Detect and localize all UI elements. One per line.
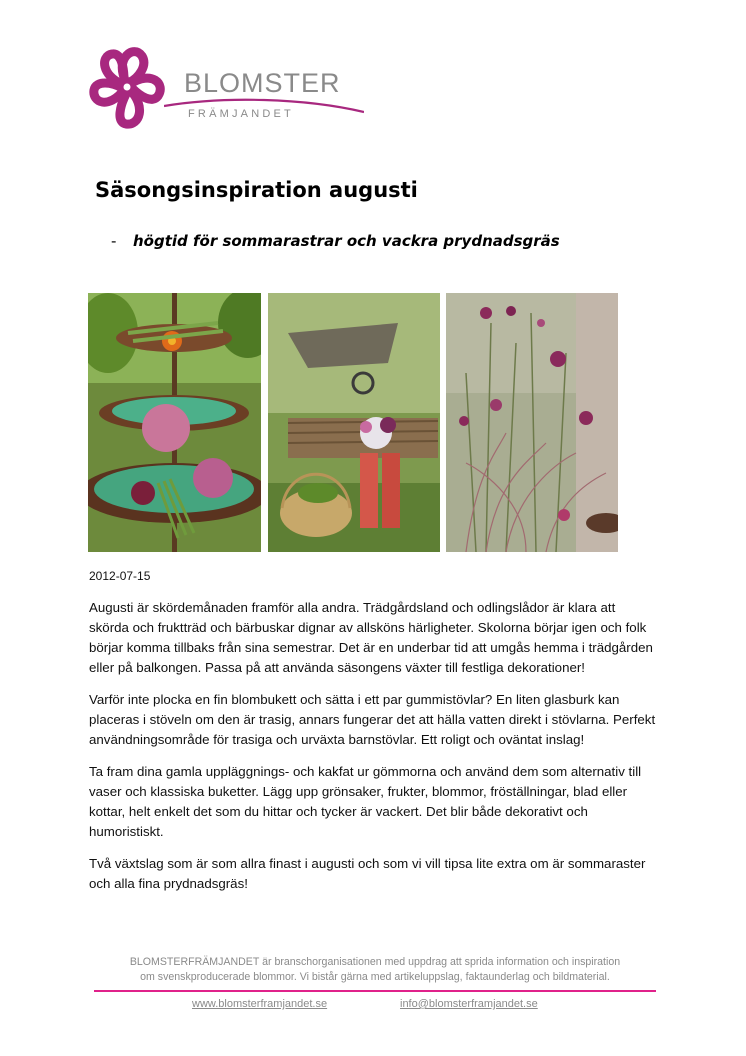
publish-date: 2012-07-15 [89,569,151,583]
ornamental-grass-flowers-photo [446,293,618,552]
footer-description [92,955,658,985]
paragraph: Två växtslag som är som allra finast i augusti och som vi vill tipsa lite extra om är sommaraster och alla fina prydnadsgräs! [89,856,646,891]
email-link[interactable]: info@blomsterframjandet.se [400,998,538,1010]
footer-divider [94,990,656,992]
page-title: Säsongsinspiration augusti [95,178,418,202]
logo-subline: FRÄMJANDET [188,108,294,120]
article-body [89,598,657,906]
paragraph: Augusti är skördemånaden framför alla andra. Trädgårdsland och odlingslådor är klara att skörda och fruktträd och bärbuskar dignar av allsköns härligheter. Skolorna börjar igen och folk börjar komma tillbaks från sina semestrar. Det är en underbar tid att umgås hemma i trädgården eller på balkongen. Passa på att använda säsongens växter till festliga dekorationer! [89,600,653,675]
website-link[interactable]: www.blomsterframjandet.se [192,998,328,1010]
footer-line: om svenskproducerade blommor. Vi bistår gärna med artikeluppslag, faktaunderlag och bildmaterial. [140,971,610,983]
rubber-boots-bouquet-photo [268,293,440,552]
page-subtitle [111,232,560,250]
cake-stand-vegetables-photo [88,293,261,552]
paragraph: Varför inte plocka en fin blombukett och sätta i ett par gummistövlar? En liten glasburk kan placeras i stöveln om den är trasig, annars fungerar det att hälla vatten direkt i stövlarna. Perfekt användningsområde för trasiga och urväxta barnstövlar. Ett roligt och oväntat inslag! [89,692,656,747]
logo-wordmark: BLOMSTER [184,68,341,98]
flower-logo-icon [86,40,168,134]
subtitle-dash: - [111,232,117,250]
footer-line: BLOMSTERFRÄMJANDET är branschorganisationen med uppdrag att sprida information och inspiration [129,956,621,968]
subtitle-text: högtid för sommarastrar och vackra prydnadsgräs [133,232,560,250]
paragraph: Ta fram dina gamla uppläggnings- och kakfat ur gömmorna och använd dem som alternativ till vaser och klassiska buketter. Lägg upp grönsaker, frukter, blommor, fröställningar, blad eller kottar, helt enkelt det som du hittar och tycker är vackert. Det blir både dekorativt och humoristiskt. [89,764,642,839]
logo [86,40,366,136]
